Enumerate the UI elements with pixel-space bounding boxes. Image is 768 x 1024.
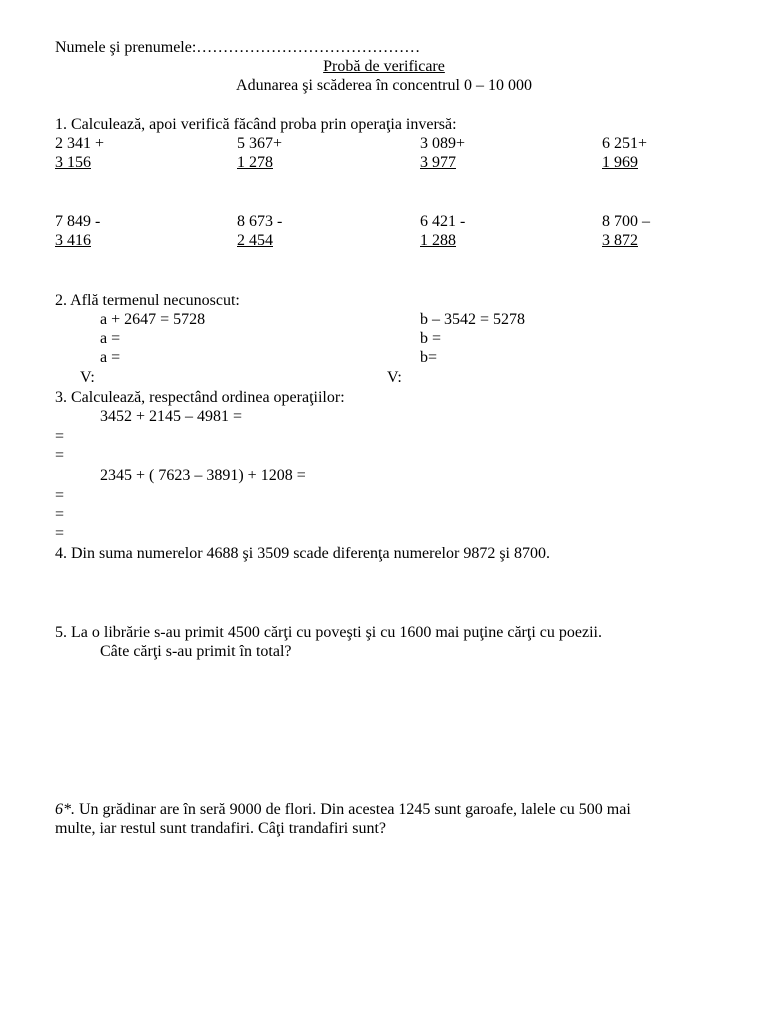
ex2-verify-left: V: — [80, 369, 95, 386]
ex3-expr2-step-2: = — [55, 506, 65, 523]
ex2-equation-a: a + 2647 = 5728 — [100, 311, 206, 328]
exercise-6-line1: Un grădinar are în seră 9000 de flori. Din acestea 1245 sunt garoafe, lalele cu 500 mai — [75, 801, 631, 818]
ex1-row2-col4-top: 8 700 – — [602, 213, 650, 230]
ex1-row1-col2-bottom: 1 278 — [237, 154, 273, 171]
exercise-5-question: Câte cărţi s-au primit în total? — [100, 643, 292, 660]
ex1-row1-col3-top: 3 089+ — [420, 135, 466, 152]
ex1-row2-col4-bottom: 3 872 — [602, 232, 638, 249]
ex3-expression-2: 2345 + ( 7623 – 3891) + 1208 = — [100, 467, 306, 484]
ex2-verify-right: V: — [387, 369, 402, 386]
ex1-row1-col4-top: 6 251+ — [602, 135, 648, 152]
ex1-row2-col1-top: 7 849 - — [55, 213, 101, 230]
ex2-equation-b: b – 3542 = 5278 — [420, 311, 526, 328]
ex2-step-a-1: a = — [100, 330, 121, 347]
exercise-3-text: 3. Calculează, respectând ordinea operaţiilor: — [55, 389, 345, 406]
exercise-5-text: 5. La o librărie s-au primit 4500 cărţi cu poveşti şi cu 1600 mai puţine cărţi cu poezii. — [55, 624, 602, 641]
ex1-row1-col1-bottom: 3 156 — [55, 154, 91, 171]
ex1-row1-col2-top: 5 367+ — [237, 135, 283, 152]
exercise-2-text: 2. Află termenul necunoscut: — [55, 292, 240, 309]
ex1-row1-col1-top: 2 341 + — [55, 135, 105, 152]
ex3-expr1-step-1: = — [55, 428, 65, 445]
ex2-step-b-1: b = — [420, 330, 442, 347]
ex3-expr2-step-1: = — [55, 487, 65, 504]
ex2-step-a-2: a = — [100, 349, 121, 366]
ex1-row1-col4-bottom: 1 969 — [602, 154, 638, 171]
ex1-row2-col2-top: 8 673 - — [237, 213, 283, 230]
ex3-expr2-step-3: = — [55, 525, 65, 542]
exercise-6-question: multe, iar restul sunt trandafiri. Câţi trandafiri sunt? — [55, 820, 387, 837]
exercise-6-text — [55, 800, 631, 819]
ex1-row2-col1-bottom: 3 416 — [55, 232, 91, 249]
ex1-row2-col3-bottom: 1 288 — [420, 232, 456, 249]
ex3-expr1-step-2: = — [55, 447, 65, 464]
exercise-6-number: 6*. — [55, 801, 75, 818]
ex3-expression-1: 3452 + 2145 – 4981 = — [100, 408, 243, 425]
ex2-step-b-2: b= — [420, 349, 438, 366]
exercise-4-text: 4. Din suma numerelor 4688 şi 3509 scade diferenţa numerelor 9872 şi 8700. — [55, 545, 550, 562]
page-subtitle: Adunarea şi scăderea în concentrul 0 – 10 000 — [236, 77, 532, 94]
ex1-row2-col3-top: 6 421 - — [420, 213, 466, 230]
name-field-label: Numele şi prenumele:…………………………………… — [55, 39, 421, 56]
page-title: Probă de verificare — [323, 58, 445, 75]
ex1-row1-col3-bottom: 3 977 — [420, 154, 456, 171]
ex1-row2-col2-bottom: 2 454 — [237, 232, 273, 249]
exercise-1-text: 1. Calculează, apoi verifică făcând proba prin operaţia inversă: — [55, 116, 457, 133]
